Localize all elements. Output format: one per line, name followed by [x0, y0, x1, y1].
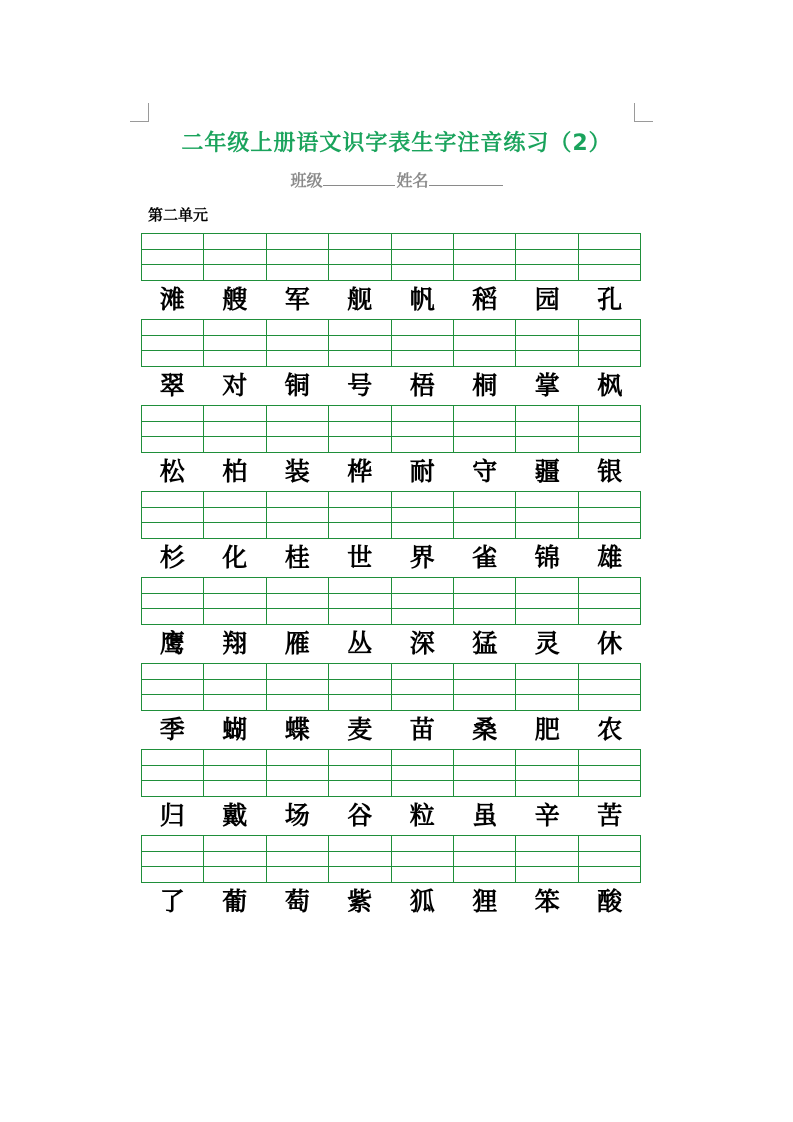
pinyin-cell[interactable] [454, 320, 516, 367]
character: 银 [597, 457, 623, 486]
practice-row [141, 835, 641, 921]
pinyin-cell[interactable] [454, 578, 516, 625]
character: 猛 [472, 629, 498, 658]
pinyin-cell[interactable] [516, 234, 578, 281]
character: 葡 [222, 887, 248, 916]
page-title: 二年级上册语文识字表生字注音练习（2） [181, 131, 612, 156]
pinyin-grid [141, 749, 641, 797]
character: 紫 [347, 887, 373, 916]
pinyin-cell[interactable] [516, 320, 578, 367]
character: 鹰 [159, 629, 185, 658]
pinyin-cell[interactable] [329, 836, 391, 883]
character: 翠 [159, 371, 185, 400]
pinyin-grid [141, 319, 641, 367]
character: 界 [409, 543, 435, 572]
character: 翔 [222, 629, 248, 658]
pinyin-cell[interactable] [204, 836, 266, 883]
pinyin-cell[interactable] [392, 836, 454, 883]
character: 了 [159, 887, 185, 916]
character-row [141, 711, 641, 749]
character: 雁 [284, 629, 310, 658]
character: 滩 [159, 285, 185, 314]
pinyin-grid [141, 405, 641, 453]
character: 世 [347, 543, 373, 572]
pinyin-cell[interactable] [579, 664, 641, 711]
pinyin-cell[interactable] [329, 578, 391, 625]
character: 蝶 [284, 715, 310, 744]
practice-row [141, 663, 641, 749]
pinyin-cell[interactable] [267, 234, 329, 281]
student-info-line [0, 168, 793, 191]
pinyin-cell[interactable] [267, 578, 329, 625]
pinyin-cell[interactable] [454, 836, 516, 883]
character: 掌 [534, 371, 560, 400]
class-label: 班级 [290, 171, 323, 190]
character: 萄 [284, 887, 310, 916]
pinyin-grid [141, 835, 641, 883]
pinyin-cell[interactable] [267, 836, 329, 883]
pinyin-grid [141, 577, 641, 625]
pinyin-cell[interactable] [579, 836, 641, 883]
character: 桑 [472, 715, 498, 744]
page-corner-mark [634, 103, 653, 122]
pinyin-cell[interactable] [454, 406, 516, 453]
character: 苗 [409, 715, 435, 744]
pinyin-cell[interactable] [579, 234, 641, 281]
character: 号 [347, 371, 373, 400]
pinyin-cell[interactable] [392, 578, 454, 625]
pinyin-cell[interactable] [392, 664, 454, 711]
character: 深 [409, 629, 435, 658]
pinyin-cell[interactable] [267, 492, 329, 539]
pinyin-cell[interactable] [392, 406, 454, 453]
practice-row [141, 233, 641, 319]
character: 灵 [534, 629, 560, 658]
pinyin-cell[interactable] [142, 234, 204, 281]
character: 桦 [347, 457, 373, 486]
practice-row [141, 405, 641, 491]
character: 麦 [347, 715, 373, 744]
character: 虽 [472, 801, 498, 830]
pinyin-cell[interactable] [267, 664, 329, 711]
pinyin-cell[interactable] [454, 664, 516, 711]
pinyin-cell[interactable] [392, 234, 454, 281]
character: 帆 [409, 285, 435, 314]
pinyin-cell[interactable] [267, 320, 329, 367]
pinyin-cell[interactable] [516, 664, 578, 711]
pinyin-cell[interactable] [329, 664, 391, 711]
pinyin-cell[interactable] [204, 750, 266, 797]
character: 归 [159, 801, 185, 830]
character-row [141, 797, 641, 835]
practice-row [141, 749, 641, 835]
character: 粒 [409, 801, 435, 830]
character-row [141, 883, 641, 921]
unit-heading: 第二单元 [148, 206, 209, 224]
practice-row [141, 577, 641, 663]
character: 疆 [534, 457, 560, 486]
pinyin-cell[interactable] [454, 492, 516, 539]
pinyin-cell[interactable] [329, 750, 391, 797]
pinyin-cell[interactable] [579, 578, 641, 625]
character: 休 [597, 629, 623, 658]
pinyin-cell[interactable] [204, 492, 266, 539]
pinyin-cell[interactable] [329, 406, 391, 453]
character-row [141, 367, 641, 405]
pinyin-cell[interactable] [204, 664, 266, 711]
character: 雀 [472, 543, 498, 572]
pinyin-cell[interactable] [267, 750, 329, 797]
character: 桐 [472, 371, 498, 400]
pinyin-cell[interactable] [392, 320, 454, 367]
character: 农 [597, 715, 623, 744]
pinyin-cell[interactable] [392, 492, 454, 539]
character: 孔 [597, 285, 623, 314]
pinyin-grid [141, 491, 641, 539]
character: 辛 [534, 801, 560, 830]
character: 松 [159, 457, 185, 486]
pinyin-cell[interactable] [579, 320, 641, 367]
pinyin-cell[interactable] [204, 234, 266, 281]
character: 守 [472, 457, 498, 486]
name-label: 姓名 [396, 171, 429, 190]
pinyin-cell[interactable] [516, 578, 578, 625]
pinyin-cell[interactable] [142, 578, 204, 625]
pinyin-cell[interactable] [204, 406, 266, 453]
pinyin-grid [141, 663, 641, 711]
character: 园 [534, 285, 560, 314]
pinyin-cell[interactable] [516, 492, 578, 539]
character: 铜 [284, 371, 310, 400]
character: 笨 [534, 887, 560, 916]
character: 梧 [409, 371, 435, 400]
character: 杉 [159, 543, 185, 572]
character: 狸 [472, 887, 498, 916]
pinyin-cell[interactable] [329, 320, 391, 367]
character: 枫 [597, 371, 623, 400]
character-row [141, 281, 641, 319]
class-blank[interactable] [323, 171, 395, 186]
practice-row [141, 491, 641, 577]
character: 耐 [409, 457, 435, 486]
character: 场 [284, 801, 310, 830]
pinyin-cell[interactable] [454, 750, 516, 797]
pinyin-cell[interactable] [516, 406, 578, 453]
pinyin-cell[interactable] [579, 750, 641, 797]
character: 狐 [409, 887, 435, 916]
character: 装 [284, 457, 310, 486]
character: 军 [284, 285, 310, 314]
character: 锦 [534, 543, 560, 572]
pinyin-cell[interactable] [142, 406, 204, 453]
character-row [141, 625, 641, 663]
pinyin-cell[interactable] [204, 320, 266, 367]
pinyin-cell[interactable] [267, 406, 329, 453]
pinyin-cell[interactable] [142, 664, 204, 711]
pinyin-cell[interactable] [579, 406, 641, 453]
pinyin-cell[interactable] [142, 320, 204, 367]
character: 艘 [222, 285, 248, 314]
practice-row [141, 319, 641, 405]
character: 对 [222, 371, 248, 400]
pinyin-cell[interactable] [454, 234, 516, 281]
pinyin-cell[interactable] [142, 750, 204, 797]
pinyin-cell[interactable] [516, 836, 578, 883]
character: 丛 [347, 629, 373, 658]
character-row [141, 453, 641, 491]
character: 舰 [347, 285, 373, 314]
pinyin-cell[interactable] [392, 750, 454, 797]
character: 季 [159, 715, 185, 744]
character: 戴 [222, 801, 248, 830]
character-row [141, 539, 641, 577]
character: 桂 [284, 543, 310, 572]
pinyin-cell[interactable] [329, 492, 391, 539]
character: 肥 [534, 715, 560, 744]
pinyin-cell[interactable] [516, 750, 578, 797]
character: 雄 [597, 543, 623, 572]
pinyin-cell[interactable] [142, 492, 204, 539]
character: 苦 [597, 801, 623, 830]
character: 化 [222, 543, 248, 572]
pinyin-cell[interactable] [579, 492, 641, 539]
name-blank[interactable] [429, 171, 503, 186]
page-corner-mark [130, 103, 149, 122]
character: 柏 [222, 457, 248, 486]
character: 谷 [347, 801, 373, 830]
pinyin-cell[interactable] [329, 234, 391, 281]
pinyin-cell[interactable] [142, 836, 204, 883]
character: 酸 [597, 887, 623, 916]
pinyin-cell[interactable] [204, 578, 266, 625]
character: 稻 [472, 285, 498, 314]
pinyin-grid [141, 233, 641, 281]
character: 蝴 [222, 715, 248, 744]
